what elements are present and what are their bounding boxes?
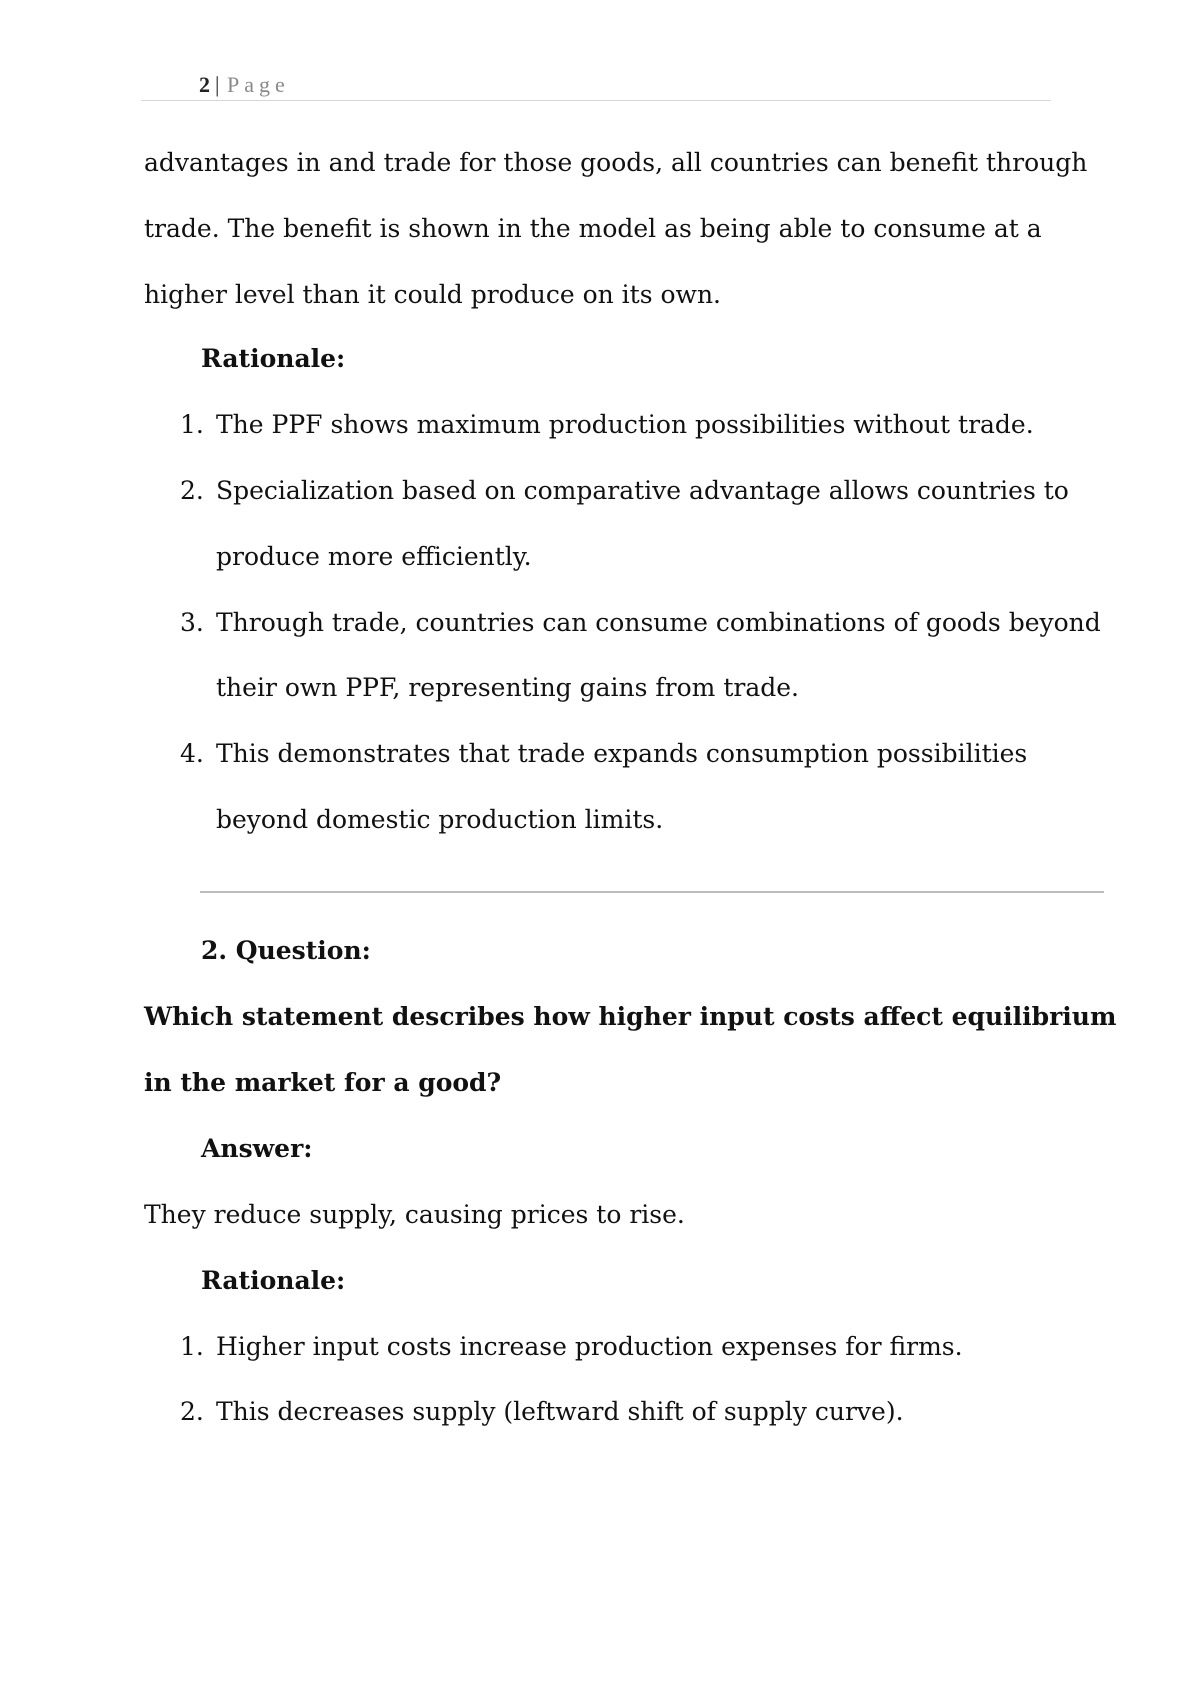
paragraph-line: trade. The benefit is shown in the model as being able to consume at a [144, 214, 1042, 243]
list-marker: 4. [180, 739, 204, 768]
list-item: Through trade, countries can consume combinations of goods beyond [216, 608, 1101, 637]
header-separator: | [215, 72, 220, 97]
question-text: in the market for a good? [144, 1068, 502, 1097]
list-marker: 3. [180, 608, 204, 637]
page-number: 2 [199, 72, 210, 97]
answer-heading: Answer: [201, 1134, 313, 1163]
list-marker: 1. [180, 410, 204, 439]
rationale-heading: Rationale: [201, 1266, 346, 1295]
list-item: This demonstrates that trade expands consumption possibilities [216, 739, 1028, 768]
page-label: Page [227, 72, 290, 97]
list-item-continuation: produce more efficiently. [216, 542, 532, 571]
list-item-continuation: beyond domestic production limits. [216, 805, 664, 834]
answer-text: They reduce supply, causing prices to rise. [144, 1200, 685, 1229]
question-heading: 2. Question: [201, 936, 371, 965]
list-item-continuation: their own PPF, representing gains from trade. [216, 673, 799, 702]
section-divider [200, 891, 1104, 893]
page-header [141, 70, 1051, 101]
rationale-heading: Rationale: [201, 344, 346, 373]
list-marker: 2. [180, 476, 204, 505]
list-item: The PPF shows maximum production possibilities without trade. [216, 410, 1034, 439]
list-item: This decreases supply (leftward shift of supply curve). [216, 1397, 904, 1426]
paragraph-line: advantages in and trade for those goods, all countries can benefit through [144, 148, 1088, 177]
question-text: Which statement describes how higher input costs affect equilibrium [144, 1002, 1117, 1031]
list-item: Higher input costs increase production expenses for firms. [216, 1332, 963, 1361]
list-item: Specialization based on comparative advantage allows countries to [216, 476, 1069, 505]
paragraph-line: higher level than it could produce on its own. [144, 280, 722, 309]
list-marker: 2. [180, 1397, 204, 1426]
list-marker: 1. [180, 1332, 204, 1361]
